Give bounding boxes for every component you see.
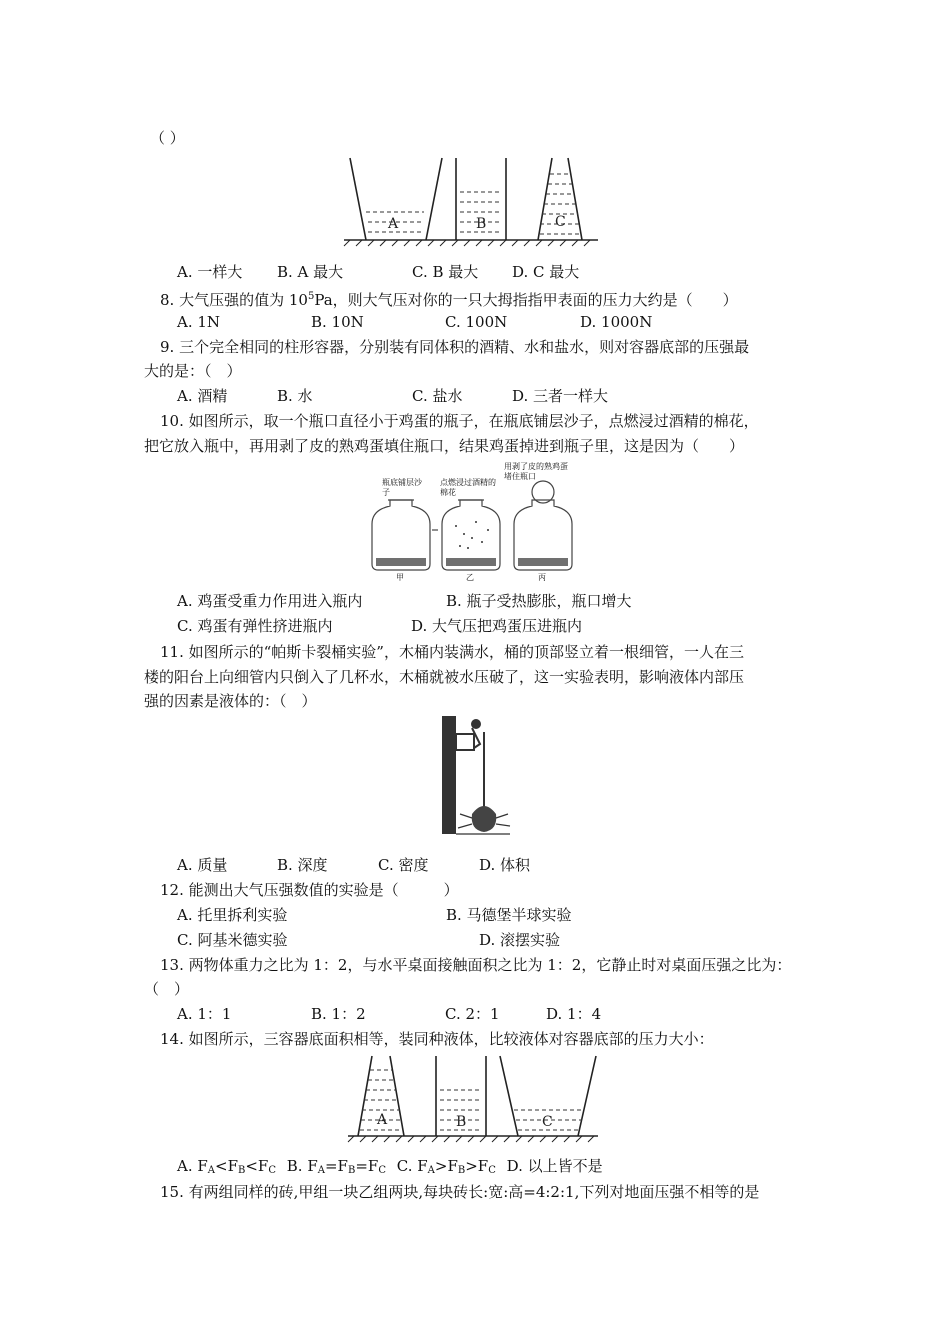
label-a: A xyxy=(377,1112,388,1128)
q11-option-d: D. 体积 xyxy=(479,856,531,874)
q10-stem-line2: 把它放入瓶中，再用剥了皮的熟鸡蛋填住瓶口，结果鸡蛋掉进到瓶子里，这是因为（ ） xyxy=(144,437,745,455)
q9-option-b: B. 水 xyxy=(277,387,313,405)
q7-option-b: B. A 最大 xyxy=(277,263,344,281)
q12-option-d: D. 滚摆实验 xyxy=(479,931,561,949)
q14-options xyxy=(177,1156,603,1181)
q15-stem: 15. 有两组同样的砖,甲组一块乙组两块,每块砖长:宽:高=4:2:1,下列对地面压强不相等的是 xyxy=(160,1183,760,1201)
q14-option-d: D. 以上皆不是 xyxy=(506,1157,603,1175)
q10-option-d: D. 大气压把鸡蛋压进瓶内 xyxy=(411,617,583,635)
q11-option-b: B. 深度 xyxy=(277,856,328,874)
q9-stem-line1: 9. 三个完全相同的柱形容器，分别装有同体积的酒精、水和盐水，则对容器底部的压强最 xyxy=(160,338,750,356)
q11-option-a: A. 质量 xyxy=(177,856,228,874)
label-b: B xyxy=(456,1114,467,1130)
q11-option-c: C. 密度 xyxy=(378,856,429,874)
q14-stem: 14. 如图所示，三容器底面积相等，装同种液体，比较液体对容器底部的压力大小： xyxy=(160,1030,714,1048)
q13-option-d: D. 1：4 xyxy=(546,1005,602,1023)
q8-option-b: B. 10N xyxy=(311,313,364,331)
q13-stem-line2: （ ） xyxy=(144,980,190,998)
q7-option-c: C. B 最大 xyxy=(412,263,479,281)
q10-option-c: C. 鸡蛋有弹性挤进瓶内 xyxy=(177,617,333,635)
q9-stem-line2: 大的是：（ ） xyxy=(144,362,242,380)
q7-option-a: A. 一样大 xyxy=(177,263,243,281)
bottle-caption-2: 点燃浸过酒精的棉花 xyxy=(440,478,496,497)
q12-option-a: A. 托里拆利实验 xyxy=(177,906,288,924)
bottle-label-3: 丙 xyxy=(538,573,546,582)
label-c: C xyxy=(542,1114,553,1130)
q10-stem-line1: 10. 如图所示，取一个瓶口直径小于鸡蛋的瓶子，在瓶底铺层沙子，点燃浸过酒精的棉花， xyxy=(160,412,759,430)
bottle-label-2: 乙 xyxy=(466,573,474,582)
bottle-caption-3: 用剥了皮的熟鸡蛋堵住瓶口 xyxy=(504,462,568,481)
q13-option-a: A. 1：1 xyxy=(177,1005,232,1023)
q13-option-b: B. 1：2 xyxy=(311,1005,366,1023)
q12-stem: 12. 能测出大气压强数值的实验是（ ） xyxy=(160,881,459,899)
q9-option-a: A. 酒精 xyxy=(177,387,228,405)
label-a: A xyxy=(388,216,399,232)
q8-option-c: C. 100N xyxy=(445,313,508,331)
label-c: C xyxy=(555,214,566,230)
q9-option-d: D. 三者一样大 xyxy=(512,387,609,405)
pascal-barrel-figure xyxy=(440,714,512,836)
container-figure-q7 xyxy=(342,156,602,248)
q11-stem-line2: 楼的阳台上向细管内只倒入了几杯水，木桶就被水压破了，这一实验表明，影响液体内部压 xyxy=(144,668,745,686)
q8-option-a: A. 1N xyxy=(177,313,221,331)
bottle-egg-figure xyxy=(368,462,588,580)
label-b: B xyxy=(476,216,487,232)
bottle-label-1: 甲 xyxy=(396,573,404,582)
q13-stem-line1: 13. 两物体重力之比为 1：2，与水平桌面接触面积之比为 1：2，它静止时对桌面压强之比为： xyxy=(160,956,792,974)
q12-option-c: C. 阿基米德实验 xyxy=(177,931,288,949)
q11-stem-line1: 11. 如图所示的“帕斯卡裂桶实验”，木桶内装满水，桶的顶部竖立着一根细管，一人在三 xyxy=(160,643,744,661)
q10-option-a: A. 鸡蛋受重力作用进入瓶内 xyxy=(177,592,363,610)
q8-option-d: D. 1000N xyxy=(580,313,653,331)
bottle-caption-1: 瓶底铺层沙子 xyxy=(382,478,422,497)
q14-option-c: C. $F_A>F_B>F_C$ xyxy=(396,1157,496,1176)
q11-stem-line3: 强的因素是液体的：（ ） xyxy=(144,692,317,710)
q12-option-b: B. 马德堡半球实验 xyxy=(446,906,572,924)
q14-option-a: A. $F_A<F_B<F_C$ xyxy=(177,1157,276,1176)
q14-option-b: B. $F_A=F_B=F_C$ xyxy=(286,1157,386,1176)
q7-option-d: D. C 最大 xyxy=(512,263,580,281)
q13-option-c: C. 2：1 xyxy=(445,1005,500,1023)
container-figure-q14 xyxy=(346,1054,602,1146)
q10-option-b: B. 瓶子受热膨胀，瓶口增大 xyxy=(446,592,632,610)
question-answer-paren: （ ） xyxy=(150,129,185,147)
q9-option-c: C. 盐水 xyxy=(412,387,463,405)
q8-stem: 8. 大气压强的值为 $10^5Pa$，则大气压对你的一只大拇指指甲表面的压力大约是（ ） xyxy=(160,291,738,309)
